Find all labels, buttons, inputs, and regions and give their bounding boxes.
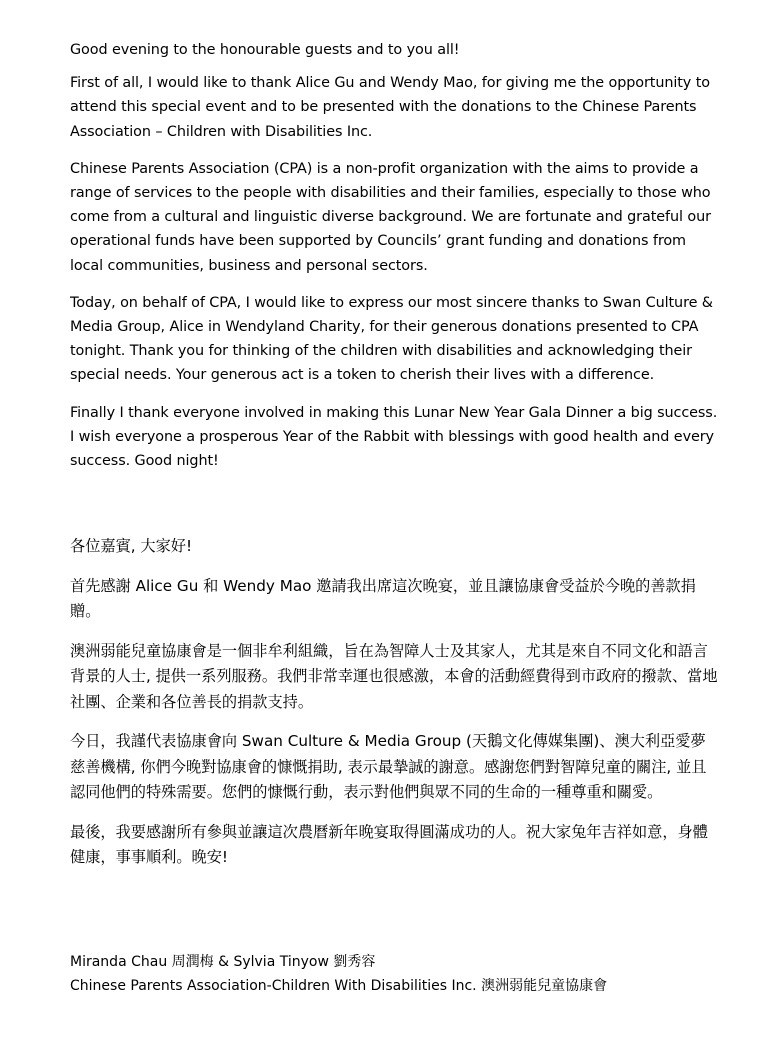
english-paragraph-about-cpa: Chinese Parents Association (CPA) is a non-profit organization with the aims to provide a range of services to the people with disabilities and their families, especially to those who come from a cultural and linguistic diverse background. We are fortunate and grateful our operational funds have been supported by Councils’ grant funding and donations from local communities, business and personal sectors. xyxy=(70,160,711,274)
signature-organization: Chinese Parents Association-Children With Disabilities Inc. 澳洲弱能兒童協康會 xyxy=(70,978,608,994)
signature-names: Miranda Chau 周潤梅 & Sylvia Tinyow 劉秀容 xyxy=(70,954,376,970)
english-speech xyxy=(70,38,720,486)
english-greeting: Good evening to the honourable guests and to you all! xyxy=(70,42,460,58)
chinese-greeting: 各位嘉賓, 大家好! xyxy=(70,537,193,555)
signature-block xyxy=(70,950,730,998)
chinese-paragraph-thanks-donors: 今日，我謹代表協康會向 Swan Culture & Media Group (天鵝文化傳媒集團)、澳大利亞愛夢慈善機構, 你們今晚對協康會的慷慨捐助, 表示最摯誠的謝意。感謝您們對智障兒童的關注, 並且認同他們的特殊需要。您們的慷慨行動，表示對他們與眾不同的生命的一種尊重和關愛。 xyxy=(70,732,707,801)
english-paragraph-closing: Finally I thank everyone involved in making this Lunar New Year Gala Dinner a big success. I wish everyone a prosperous Year of the Rabbit with blessings with good health and every success. Good night! xyxy=(70,404,718,470)
english-paragraph-thanks-donors: Today, on behalf of CPA, I would like to express our most sincere thanks to Swan Culture & Media Group, Alice in Wendyland Charity, for their generous donations presented to CPA tonight. Thank you for thinking of the children with disabilities and acknowledging their special needs. Your generous act is a token to cherish their lives with a difference. xyxy=(70,294,713,384)
chinese-paragraph-thanks-hosts: 首先感謝 Alice Gu 和 Wendy Mao 邀請我出席這次晚宴，並且讓協康會受益於今晚的善款捐贈。 xyxy=(70,576,696,620)
english-paragraph-thanks-hosts: First of all, I would like to thank Alice Gu and Wendy Mao, for giving me the opportunity to attend this special event and to be presented with the donations to the Chinese Parents Association – Children with Disabilities Inc. xyxy=(70,75,710,140)
chinese-paragraph-closing: 最後，我要感謝所有參與並讓這次農曆新年晚宴取得圓滿成功的人。祝大家兔年吉祥如意，身體健康，事事順利。晚安! xyxy=(70,822,708,866)
chinese-paragraph-about-cpa: 澳洲弱能兒童協康會是一個非牟利組織，旨在為智障人士及其家人，尤其是來自不同文化和語言背景的人士, 提供一系列服務。我們非常幸運也很感激，本會的活動經費得到市政府的撥款、當地社團、企業和各位善長的捐款支持。 xyxy=(70,641,718,711)
chinese-speech xyxy=(70,534,720,885)
